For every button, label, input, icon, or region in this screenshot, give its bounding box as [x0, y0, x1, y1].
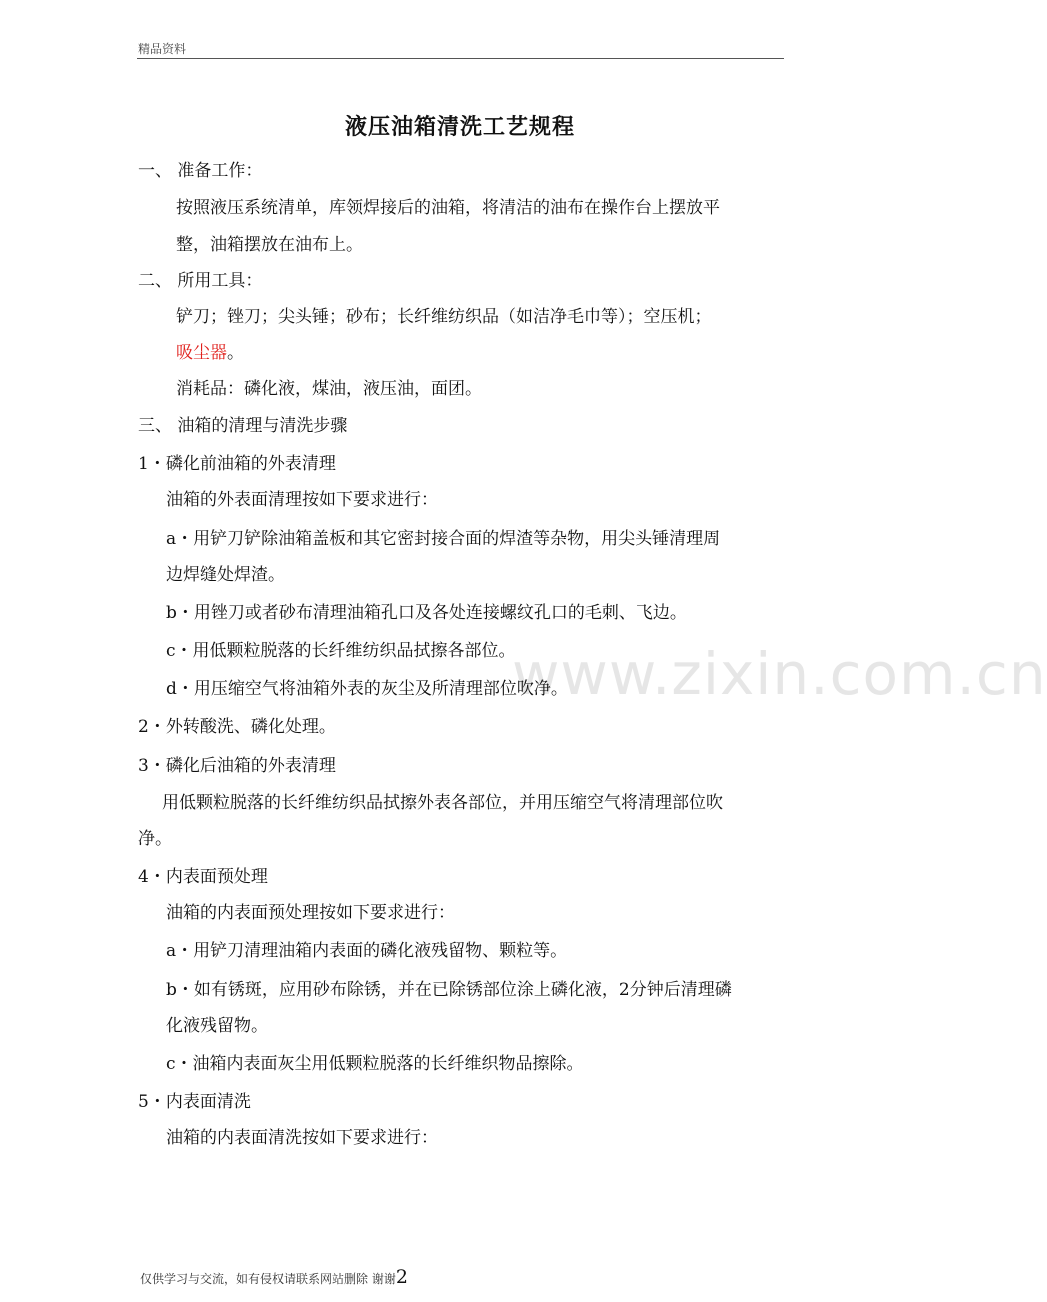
consumables-list: 消耗品：磷化液，煤油，液压油，面团。 [176, 379, 482, 399]
tools-list-period: 。 [227, 343, 244, 363]
step-5-intro: 油箱的内表面清洗按如下要求进行： [166, 1128, 438, 1148]
header-label: 精品资料 [138, 42, 187, 56]
section-1-heading: 一、 准备工作： [138, 161, 263, 181]
watermark: www.zixin.com.cn [512, 640, 1047, 708]
section-1-text: 整，油箱摆放在油布上。 [176, 235, 363, 255]
step-5-heading: 5・内表面清洗 [138, 1092, 251, 1112]
step-1-heading: 1・磷化前油箱的外表清理 [138, 454, 336, 474]
step-1-item-c: c・用低颗粒脱落的长纤维纺织品拭擦各部位。 [166, 641, 516, 661]
page-number: 2 [395, 1266, 408, 1288]
step-4-item-b: b・如有锈斑，应用砂布除锈，并在已除锈部位涂上磷化液，2分钟后清理磷 [166, 980, 732, 1000]
step-4-item-c: c・油箱内表面灰尘用低颗粒脱落的长纤维织物品擦除。 [166, 1054, 584, 1074]
step-1-item-d: d・用压缩空气将油箱外表的灰尘及所清理部位吹净。 [166, 679, 568, 699]
section-3-heading: 三、 油箱的清理与清洗步骤 [138, 416, 348, 436]
step-2-heading: 2・外转酸洗、磷化处理。 [138, 717, 336, 737]
footer-text: 仅供学习与交流，如有侵权请联系网站删除 谢谢 [140, 1272, 396, 1286]
step-4-intro: 油箱的内表面预处理按如下要求进行： [166, 903, 455, 923]
vacuum-cleaner-text: 吸尘器 [176, 343, 227, 363]
step-3-heading: 3・磷化后油箱的外表清理 [138, 756, 336, 776]
tools-list-end [176, 342, 244, 364]
step-1-intro: 油箱的外表面清理按如下要求进行： [166, 490, 438, 510]
header-rule [137, 58, 784, 59]
step-4-item-b: 化液残留物。 [166, 1016, 268, 1036]
section-1-text: 按照液压系统清单，库领焊接后的油箱，将清洁的油布在操作台上摆放平 [176, 198, 720, 218]
footer [140, 1266, 408, 1288]
document-title: 液压油箱清洗工艺规程 [344, 115, 575, 140]
step-4-item-a: a・用铲刀清理油箱内表面的磷化液残留物、颗粒等。 [166, 941, 568, 961]
section-2-heading: 二、 所用工具： [138, 271, 263, 291]
step-1-item-a: 边焊缝处焊渣。 [166, 565, 285, 585]
tools-list: 铲刀；锉刀；尖头锤；砂布；长纤维纺织品（如洁净毛巾等）；空压机； [176, 307, 712, 327]
step-3-text: 净。 [138, 829, 172, 849]
step-1-item-b: b・用锉刀或者砂布清理油箱孔口及各处连接螺纹孔口的毛刺、飞边。 [166, 603, 687, 623]
step-1-item-a: a・用铲刀铲除油箱盖板和其它密封接合面的焊渣等杂物，用尖头锤清理周 [166, 529, 721, 549]
step-3-text: 用低颗粒脱落的长纤维纺织品拭擦外表各部位，并用压缩空气将清理部位吹 [162, 793, 723, 813]
step-4-heading: 4・内表面预处理 [138, 867, 268, 887]
